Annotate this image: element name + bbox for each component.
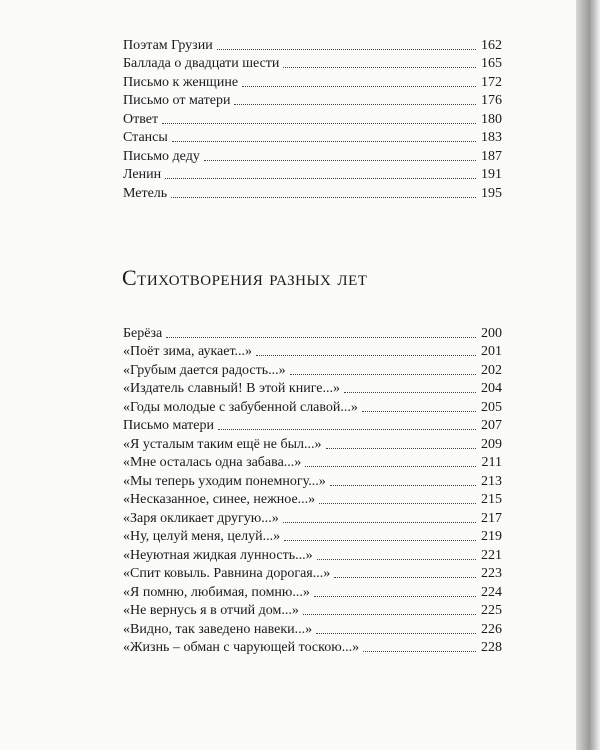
toc-entry-page: 195	[481, 185, 502, 201]
leader-dots	[362, 411, 476, 412]
leader-dots	[290, 374, 476, 375]
leader-dots	[363, 651, 476, 652]
leader-dots	[256, 355, 476, 356]
leader-dots	[344, 392, 476, 393]
toc-entry-page: 226	[481, 621, 502, 637]
leader-dots	[314, 596, 476, 597]
toc-entry-page: 204	[481, 381, 502, 396]
toc-entry	[123, 601, 502, 620]
toc-entry	[123, 35, 502, 54]
toc-entry	[123, 183, 502, 202]
section-heading: Стихотворения разных лет	[122, 265, 368, 290]
toc-entry	[123, 342, 502, 361]
leader-dots	[319, 503, 476, 504]
toc-entry-title: Письмо деду	[123, 148, 200, 164]
leader-dots	[242, 86, 476, 87]
toc-entry-title: «Поёт зима, аукает...»	[123, 344, 253, 359]
leader-dots	[162, 123, 476, 124]
toc-list-section	[123, 323, 502, 656]
toc-entry-page: 165	[481, 56, 502, 71]
leader-dots	[166, 337, 476, 338]
leader-dots	[218, 429, 476, 430]
toc-entry-page: 207	[481, 418, 502, 433]
leader-dots	[234, 104, 476, 105]
toc-entry	[123, 471, 502, 490]
toc-entry	[123, 453, 502, 472]
toc-entry-title: «Мне осталась одна забава...»	[123, 455, 302, 470]
toc-entry-page: 183	[481, 130, 502, 145]
leader-dots	[283, 67, 476, 68]
toc-entry	[123, 109, 502, 128]
toc-entry-title: «Я усталым таким ещё не был...»	[123, 436, 322, 452]
toc-entry-title: Ответ	[123, 111, 159, 127]
toc-entry-page: 225	[481, 603, 502, 618]
toc-entry	[123, 165, 502, 184]
toc-entry-page: 172	[481, 74, 502, 90]
toc-entry-page: 176	[481, 93, 502, 108]
toc-entry-page: 205	[481, 399, 502, 415]
toc-entry-page: 228	[481, 640, 502, 655]
toc-entry-title: «Спит ковыль. Равнина дорогая...»	[123, 566, 331, 581]
toc-entry-title: «Заря окликает другую...»	[123, 510, 279, 526]
toc-entry-page: 211	[481, 455, 502, 470]
toc-entry-page: 202	[481, 362, 502, 378]
toc-entry	[123, 527, 502, 546]
toc-entry	[123, 91, 502, 110]
toc-entry	[123, 72, 502, 91]
toc-entry	[123, 360, 502, 379]
toc-entry-title: «Жизнь – обман с чарующей тоскою...»	[123, 640, 360, 655]
toc-entry-page: 215	[481, 492, 502, 507]
toc-entry	[123, 323, 502, 342]
toc-entry	[123, 564, 502, 583]
toc-entry-title: «Видно, так заведено навеки...»	[123, 621, 313, 637]
toc-entry-title: «Не вернусь я в отчий дом...»	[123, 603, 299, 618]
leader-dots	[334, 577, 476, 578]
leader-dots	[305, 466, 476, 467]
toc-entry-title: «Мы теперь уходим понемногу...»	[123, 473, 326, 489]
toc-entry	[123, 397, 502, 416]
leader-dots	[317, 559, 476, 560]
toc-entry	[123, 638, 502, 657]
toc-entry-title: Письмо к женщине	[123, 74, 239, 90]
leader-dots	[172, 141, 476, 142]
toc-entry	[123, 545, 502, 564]
toc-entry	[123, 146, 502, 165]
toc-entry-title: Поэтам Грузии	[123, 37, 213, 53]
toc-entry-title: Берёза	[123, 325, 163, 341]
leader-dots	[330, 485, 476, 486]
toc-entry	[123, 128, 502, 147]
toc-entry	[123, 508, 502, 527]
toc-entry-title: «Неуютная жидкая лунность...»	[123, 547, 313, 563]
toc-entry-title: «Издатель славный! В этой книге...»	[123, 381, 340, 396]
toc-entry-title: «Грубым дается радость...»	[123, 362, 286, 378]
leader-dots	[204, 160, 476, 161]
toc-entry	[123, 582, 502, 601]
toc-entry-page: 180	[481, 111, 502, 127]
toc-entry-title: Ленин	[123, 167, 162, 182]
toc-entry-title: «Годы молодые с забубенной славой...»	[123, 399, 358, 415]
toc-entry	[123, 434, 502, 453]
leader-dots	[284, 540, 476, 541]
toc-entry-page: 201	[481, 344, 502, 359]
leader-dots	[326, 448, 476, 449]
toc-entry-title: «Ну, целуй меня, целуй...»	[123, 529, 281, 544]
leader-dots	[303, 614, 476, 615]
toc-entry-page: 191	[481, 167, 502, 182]
page-edge-shadow	[576, 0, 600, 750]
toc-entry-title: Баллада о двадцати шести	[123, 56, 280, 71]
toc-entry	[123, 54, 502, 73]
toc-entry-page: 224	[481, 584, 502, 600]
toc-entry	[123, 379, 502, 398]
toc-entry	[123, 416, 502, 435]
leader-dots	[217, 49, 476, 50]
toc-entry-page: 200	[481, 325, 502, 341]
toc-entry	[123, 490, 502, 509]
toc-entry-title: «Я помню, любимая, помню...»	[123, 584, 310, 600]
toc-entry-page: 217	[481, 510, 502, 526]
toc-entry-title: Стансы	[123, 130, 168, 145]
toc-entry-title: «Несказанное, синее, нежное...»	[123, 492, 316, 507]
toc-list-top	[123, 35, 502, 202]
toc-entry-page: 223	[481, 566, 502, 581]
toc-entry-title: Метель	[123, 185, 168, 201]
leader-dots	[316, 633, 476, 634]
leader-dots	[171, 197, 476, 198]
toc-entry-page: 187	[481, 148, 502, 164]
toc-entry-page: 219	[481, 529, 502, 544]
toc-entry-page: 213	[481, 473, 502, 489]
toc-entry-page: 221	[481, 547, 502, 563]
toc-entry	[123, 619, 502, 638]
toc-entry-page: 209	[481, 436, 502, 452]
toc-entry-page: 162	[481, 37, 502, 53]
toc-entry-title: Письмо от матери	[123, 93, 231, 108]
leader-dots	[283, 522, 476, 523]
leader-dots	[165, 178, 476, 179]
toc-entry-title: Письмо матери	[123, 418, 214, 433]
